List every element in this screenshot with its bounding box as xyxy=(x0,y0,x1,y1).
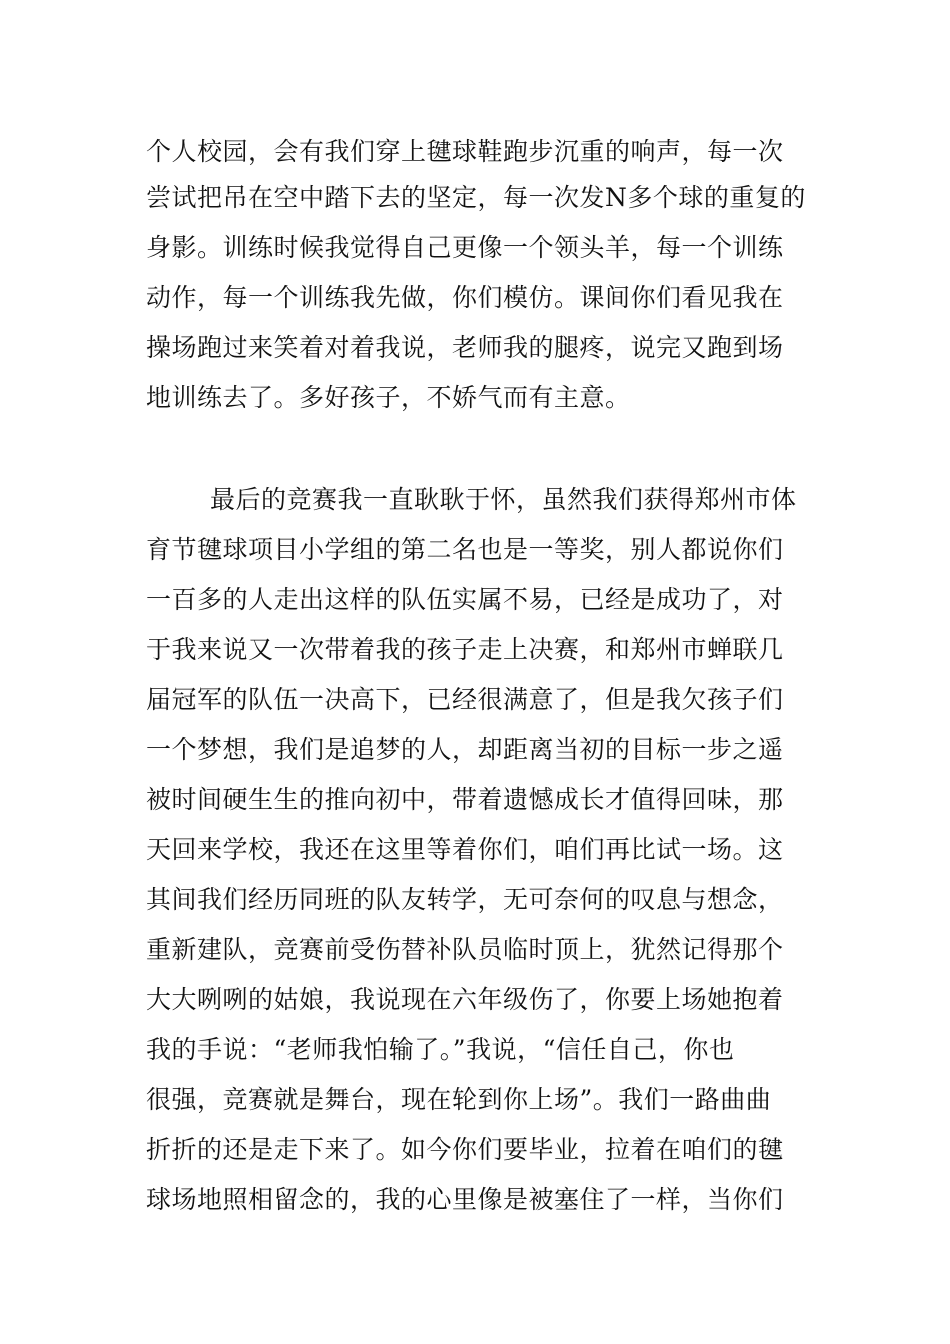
paragraph-2-line-12: 我的手说：“老师我怕输了。”我说，“信任自己，你也 xyxy=(146,1035,735,1064)
paragraph-1-line-5: 操场跑过来笑着对着我说，老师我的腿疼，说完又跑到场 xyxy=(146,333,784,362)
paragraph-1-line-2: 尝试把吊在空中踏下去的坚定，每一次发N多个球的重复的 xyxy=(146,183,806,212)
paragraph-2-line-8: 天回来学校，我还在这里等着你们，咱们再比试一场。这 xyxy=(146,835,784,864)
paragraph-2-line-5: 届冠军的队伍一决高下，已经很满意了，但是我欠孩子们 xyxy=(146,685,784,714)
paragraph-2-line-7: 被时间硬生生的推向初中，带着遗憾成长才值得回味，那 xyxy=(146,785,784,814)
paragraph-2-line-14: 折折的还是走下来了。如今你们要毕业，拉着在咱们的毽 xyxy=(146,1135,784,1164)
paragraph-2-line-3: 一百多的人走出这样的队伍实属不易，已经是成功了，对 xyxy=(146,585,784,614)
paragraph-1-line-1: 个人校园，会有我们穿上毽球鞋跑步沉重的响声，每一次 xyxy=(146,137,784,166)
paragraph-2-line-1: 最后的竞赛我一直耿耿于怀，虽然我们获得郑州市体 xyxy=(210,485,797,514)
paragraph-2-line-13: 很强，竞赛就是舞台，现在轮到你上场”。我们一路曲曲 xyxy=(146,1085,772,1114)
paragraph-2-line-10: 重新建队，竞赛前受伤替补队员临时顶上，犹然记得那个 xyxy=(146,935,784,964)
paragraph-2-line-6: 一个梦想，我们是追梦的人，却距离当初的目标一步之遥 xyxy=(146,735,784,764)
paragraph-1-line-4: 动作，每一个训练我先做，你们模仿。课间你们看见我在 xyxy=(146,283,784,312)
paragraph-2-line-4: 于我来说又一次带着我的孩子走上决赛，和郑州市蝉联几 xyxy=(146,635,784,664)
paragraph-2-line-15: 球场地照相留念的，我的心里像是被塞住了一样，当你们 xyxy=(146,1185,784,1214)
paragraph-2-line-11: 大大咧咧的姑娘，我说现在六年级伤了，你要上场她抱着 xyxy=(146,985,784,1014)
paragraph-2-line-9: 其间我们经历同班的队友转学，无可奈何的叹息与想念， xyxy=(146,885,784,914)
paragraph-2-line-2: 育节毽球项目小学组的第二名也是一等奖，别人都说你们 xyxy=(146,535,784,564)
paragraph-1-line-3: 身影。训练时候我觉得自己更像一个领头羊，每一个训练 xyxy=(146,233,784,262)
paragraph-1-line-6: 地训练去了。多好孩子，不娇气而有主意。 xyxy=(146,383,631,412)
